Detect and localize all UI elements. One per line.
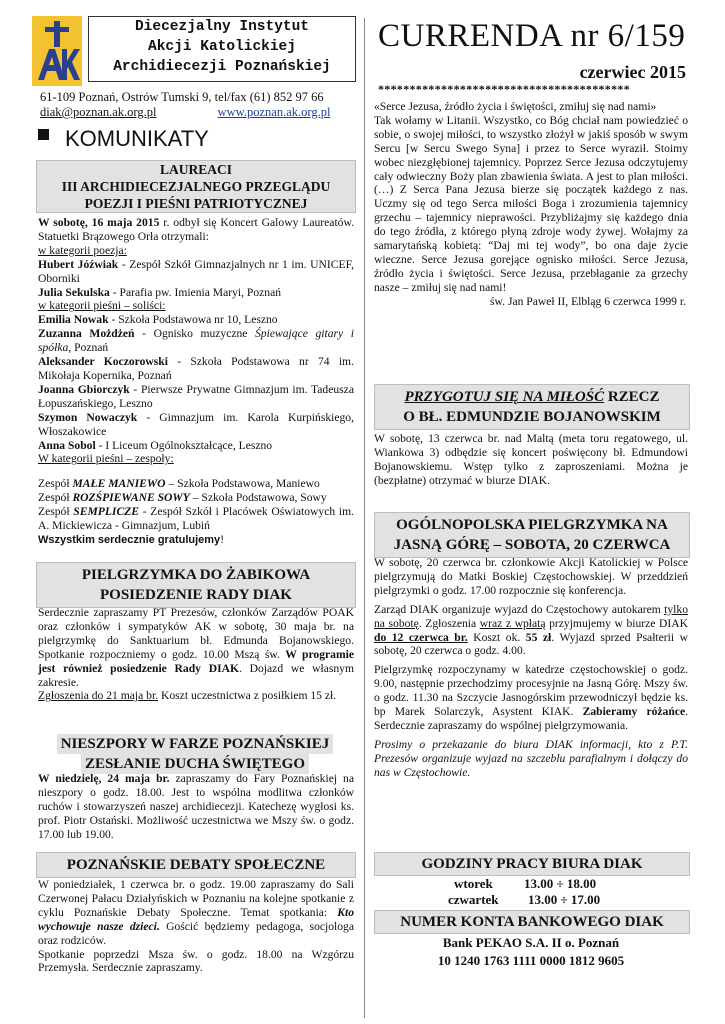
ak-logo [32,16,82,86]
currenda-date: czerwiec 2015 [579,62,686,82]
institute-name-line: Archidiecezji Poznańskiej [113,59,331,75]
debaty-header: POZNAŃSKIE DEBATY SPOŁECZNE [36,852,356,878]
email-link[interactable]: diak@poznan.ak.org.pl [40,105,157,119]
zabikowo-header: PIELGRZYMKA DO ŻABIKOWA POSIEDZENIE RADY DIAK [36,562,356,608]
debaty-text: W poniedziałek, 1 czerwca br. o godz. 19.00 zapraszamy do Sali Czerwonej Pałacu Działyńskich w Poznaniu na kolejne spotkanie z cyklu Poznańskie Debaty Społeczne. Temat spotkania: Kto wychowuje nasze dzieci. Gościć będziemy pedagoga, socjologa oraz rodziców. Spotkanie poprzedzi Msza św. o godz. 18.00 na Wzgórzu Przemysła. Serdecznie zapraszamy. [38,878,354,975]
bullet-square-icon [38,129,49,140]
laureaci-list: W sobotę, 16 maja 2015 r. odbył się Koncert Galowy Laureatów. Statuetki Brązowego Orła otrzymali: w kategorii poezja: Hubert Jóźwiak - Zespół Szkół Gimnazjalnych nr 1 im. UNICEF, Oborniki Julia Sekulska - Parafia pw. Imienia Maryi, Poznań w kategorii pieśni – soliści: Emilia Nowak - Szkoła Podstawowa nr 10, Leszno Zuzanna Możdżeń - Ognisko muzyczne Śpiewające gitary i spółka, Poznań Aleksander Koczorowski - Szkoła Podstawowa nr 74 im. Mikołaja Kopernika, Poznań Joanna Gbiorczyk - Pierwsze Prywatne Gimnazjum im. Tadeusza Łopuszańskiego, Leszno Szymon Nowaczyk - Gimnazjum im. Karola Kurpińskiego, Włoszakowice Anna Sobol - I Liceum Ogólnokształcące, Leszno W kategorii pieśni – zespoły: Zespół MAŁE MANIEWO – Szkoła Podstawowa, Maniewo Zespół ROZŚPIEWANE SOWY – Szkoła Podstawowa, Sowy Zespół SEMPLICZE - Zespół Szkół i Placówek Oświatowych im. A. Mickiewicza - Gimnazjum, Lubiń Wszystkim serdecznie gratulujemy! [38,216,355,546]
czestochowa-text: W sobotę, 20 czerwca br. członkowie Akcji Katolickiej w Polsce pielgrzymują do Matki Boskiej Częstochowskiej. W przeddzień pielgrzymki o godz. 17.00 rozpocznie się konferencja. Zarząd DIAK organizuje wyjazd do Częstochowy autokarem tylko na sobotę. Zgłoszenia wraz z wpłatą przyjmujemy w biurze DIAK do 12 czerwca br. Koszt ok. 55 zł. Wyjazd sprzed Psałterii w sobotę, 20 czerwca o godz. 4.00. Pielgrzymkę rozpoczynamy w katedrze częstochowskiej o godz. 9.00, następnie przechodzimy procesyjnie na Jasną Górę. Mszy św. o godz. 11.30 na Szczycie Jasnogórskim przewodniczył będzie ks. bp Marek Solarczyk, Asystent KIAK. Zabieramy różańce. Serdecznie zapraszamy do wspólnej pielgrzymowania. Prosimy o przekazanie do biura DIAK informacji, kto z P.T. Prezesów organizuje wyjazd na szczeblu parafialnym i dołączy do nas w Częstochowie. [374,556,689,779]
stars-divider: **************************************** [378,82,630,96]
institute-name-line: Diecezjalny Instytut [134,19,310,35]
address-line: 61-109 Poznań, Ostrów Tumski 9, tel/fax (61) 852 97 66 [40,90,324,104]
godziny-header: GODZINY PRACY BIURA DIAK [374,852,690,876]
institute-address [40,90,360,120]
institute-name-box [88,16,356,82]
section-title: KOMUNIKATY [38,126,209,152]
institute-name-line: Akcji Katolickiej [148,39,296,55]
bojanowski-text: W sobotę, 13 czerwca br. nad Maltą (meta toru regatowego, ul. Wiankowa 3) odbędzie się koncert poświęcony bł. Edmundowi Bojanowskiemu. Wstęp tylko z zaproszeniami. Można je (bezpłatne) otrzymać w biurze DIAK. [374,432,688,487]
hours-row: czwartek 13.00 ÷ 17.00 [448,892,601,907]
bank-account-number: 10 1240 1763 1111 0000 1812 9605 [437,953,625,968]
czestochowa-header: OGÓLNOPOLSKA PIELGRZYMKA NA JASNĄ GÓRĘ – SOBOTA, 20 CZERWCA [374,512,690,558]
bank-name: Bank PEKAO S.A. II o. Poznań [442,935,620,950]
laureaci-header: LAUREACI III ARCHIDIECEZJALNEGO PRZEGLĄDU POEZJI I PIEŚNI PATRIOTYCZNEJ [36,160,356,213]
currenda-title: CURRENDA nr 6/159 [378,18,686,54]
zabikowo-text: Serdecznie zapraszamy PT Prezesów, członków Zarządów POAK oraz członków i sympatyków AK w sobotę, 30 maja br. na pielgrzymkę do Sanktuarium bł. Edmunda Bojanowskiego. Spotkanie rozpoczniemy o godz. 10.00 Mszą św. W programie jest również posiedzenie Rady DIAK. Dojazd we własnym zakresie. Zgłoszenia do 21 maja br. Koszt uczestnictwa z posiłkiem 15 zł. [38,606,354,703]
nieszpory-header: NIESZPORY W FARZE POZNAŃSKIEJ ZESŁANIE DUCHA ŚWIĘTEGO [36,734,354,774]
konto-header: NUMER KONTA BANKOWEGO DIAK [374,910,690,934]
hours-row: wtorek 13.00 ÷ 18.00 [454,876,597,891]
column-divider [364,18,365,1018]
currenda-text: «Serce Jezusa, źródło życia i świętości, zmiłuj się nad nami» Tak wołamy w Litanii. Wszystko, co Bóg chciał nam powiedzieć o sobie, o swojej miłości, to wszystko złożył w jakiś sposób w swym Sercu [w Sercu Swego Syna] i przez to Serce wyraził. Stoimy wobec niezgłębionej tajemnicy. Poprzez Serce Jezusa odczytujemy cały odwieczny Boży plan zbawienia świata. A jest to plan miłości. (…) Z Serca Pana Jezusa bierze się początek każdego z nas. Uczmy się od tego Serca miłości Boga i zrozumienia tajemnicy grzechu – tajemnicy nieprawości. Przybliżajmy się każdego dnia do tego źródła, z którego płyną zdroje wody żywej. Wołajmy za samarytańską kobietą: “Daj mi tej wody”, bo ona daje życie wieczne. Serce Jezusa gorejące ognisko miłości. Serce Jezusa, źródło życia i świętości. Serce Jezusa, przebłaganie za grzechy nasze – zmiłuj się nad nami! św. Jan Paweł II, Elbląg 6 czerwca 1999 r. [374,100,688,308]
website-link[interactable]: www.poznan.ak.org.pl [217,105,331,119]
nieszpory-text: W niedzielę, 24 maja br. zapraszamy do Fary Poznańskiej na nieszpory o godz. 18.00. Jest to wspólna modlitwa członków ruchów i stowarzyszeń naszej archidiecezji. Katechezę wygłosi ks. prof. Piotr Ostański. Możliwość uczestnictwa we Mszy św. o godz. 17.00 lub 19.00. [38,772,354,841]
bojanowski-header: PRZYGOTUJ SIĘ NA MIŁOŚĆ RZECZ O BŁ. EDMUNDZIE BOJANOWSKIM [374,384,690,430]
